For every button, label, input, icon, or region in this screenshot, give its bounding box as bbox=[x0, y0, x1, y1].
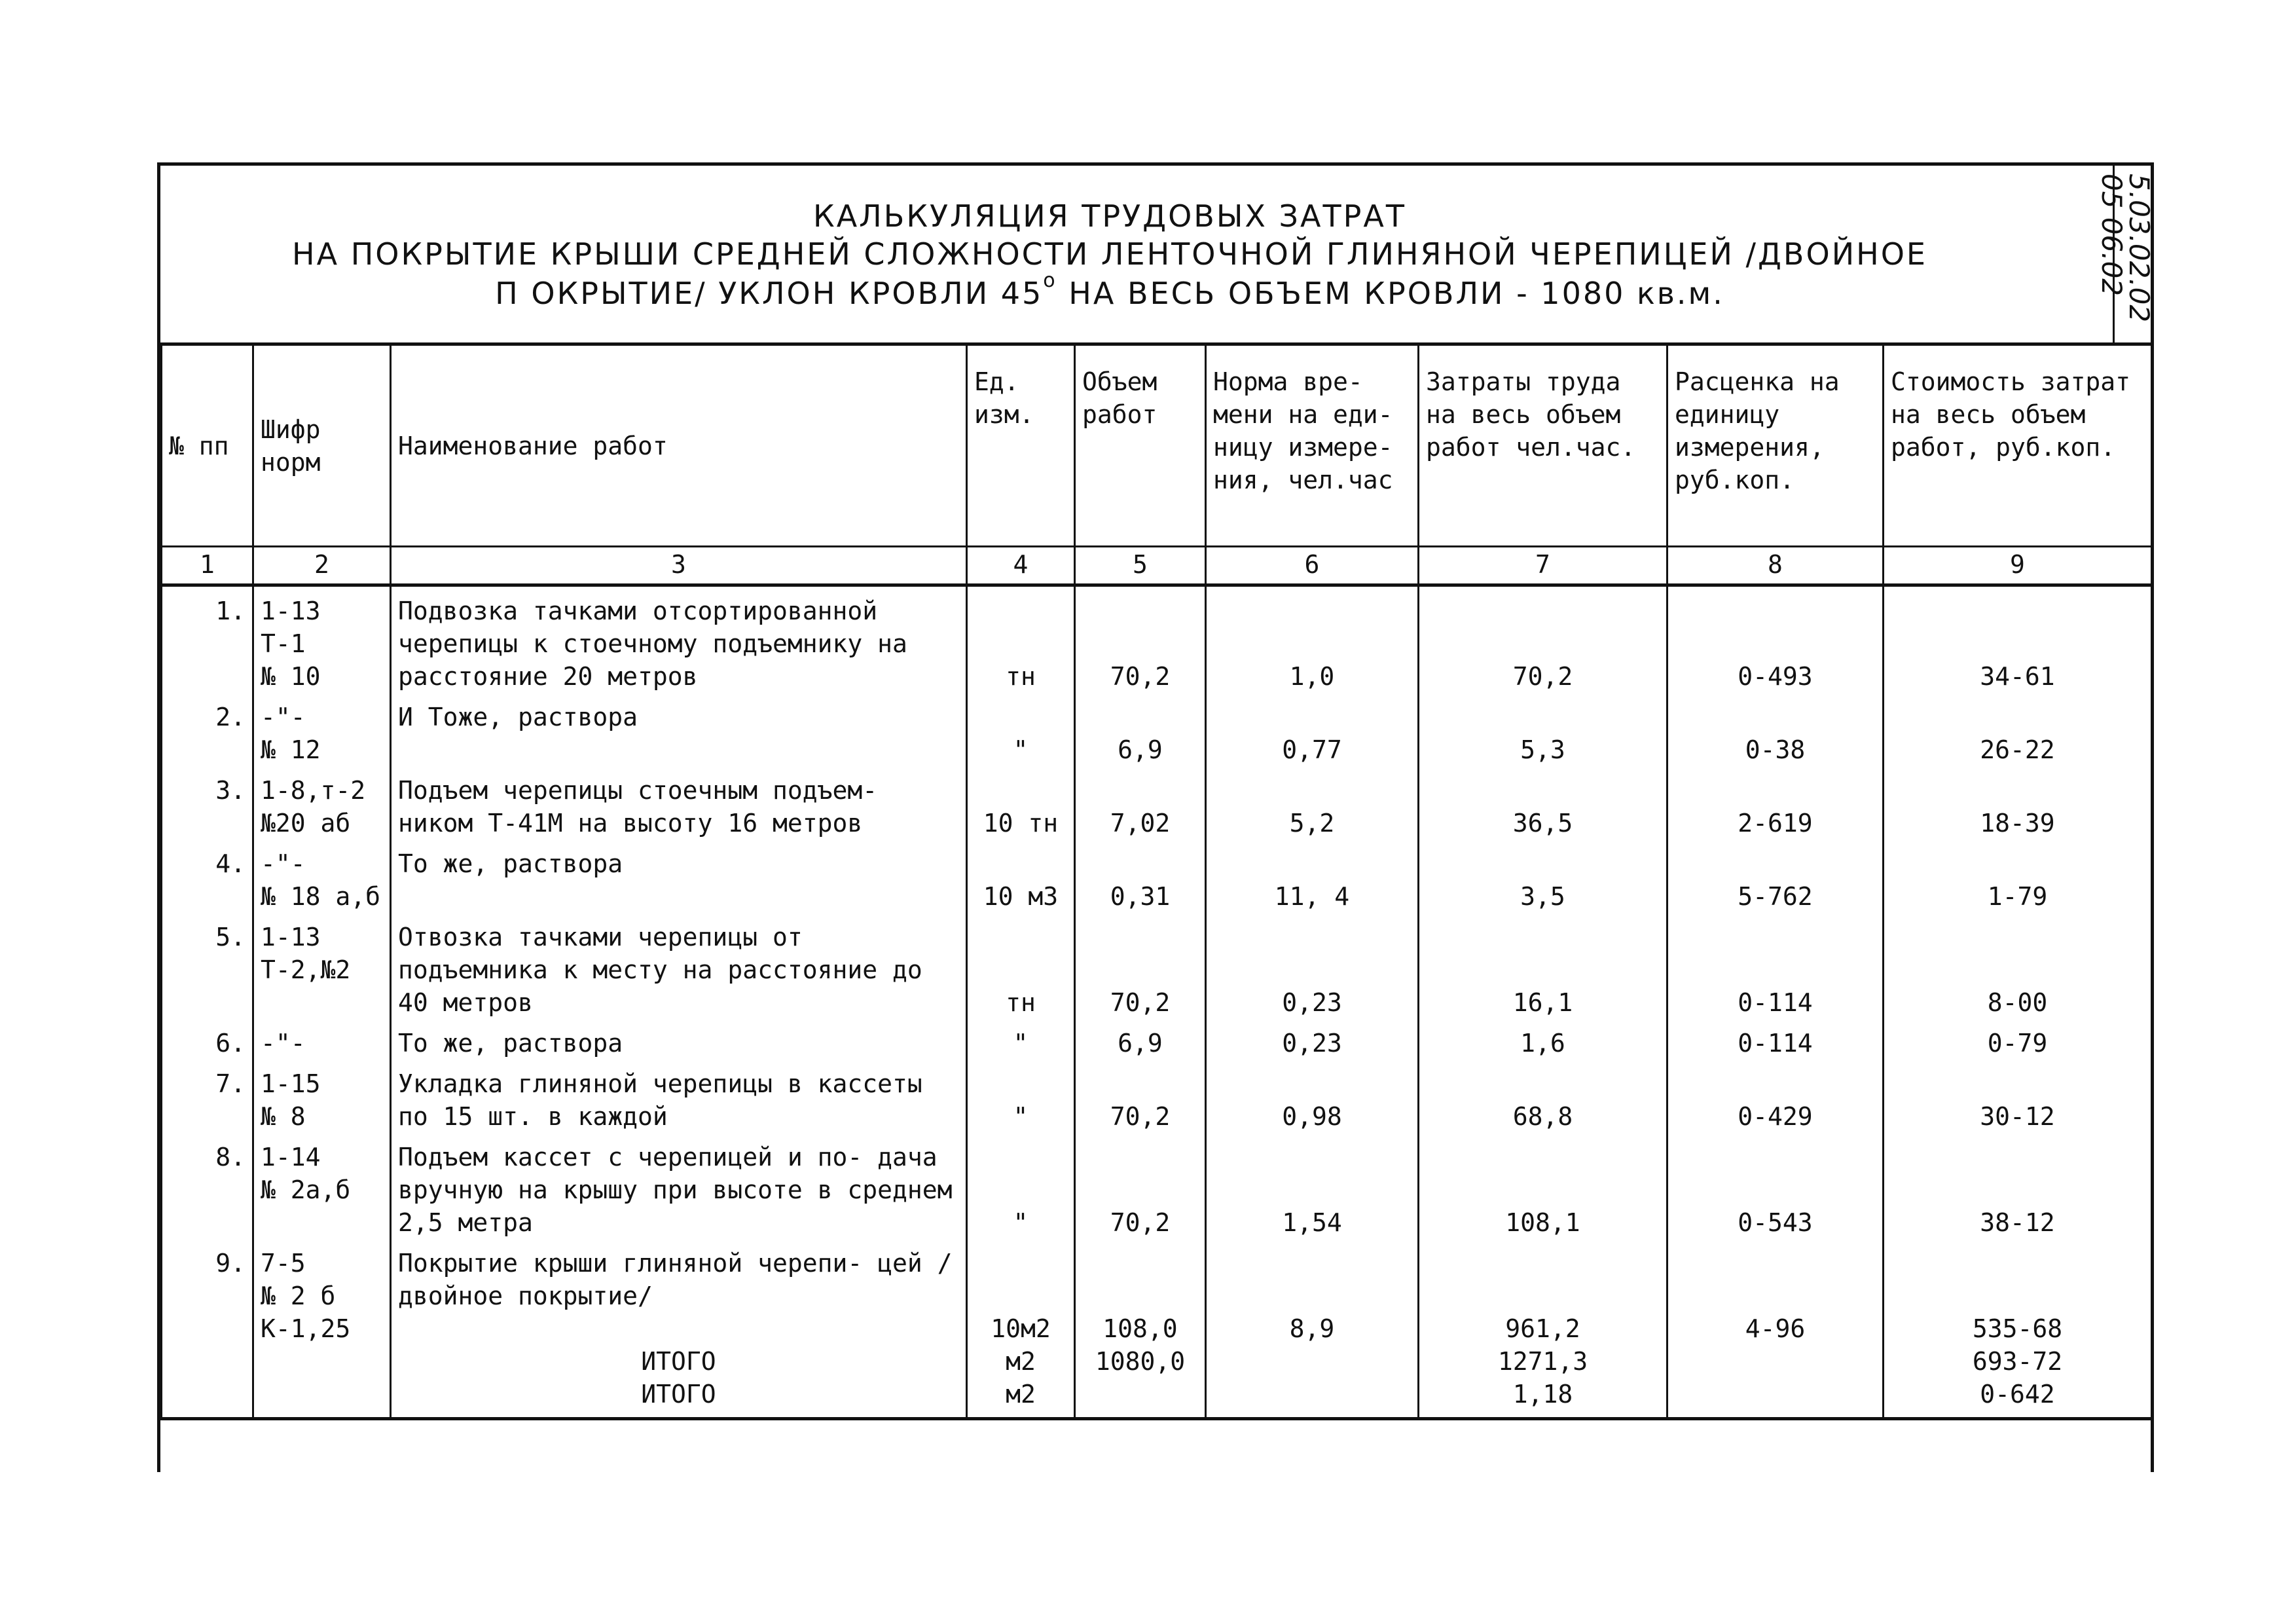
table-row bbox=[162, 1239, 2152, 1345]
cell-cost: 34-61 bbox=[1884, 585, 2152, 693]
cell-time-norm: 0,23 bbox=[1206, 913, 1419, 1019]
header-unit: Ед. изм. bbox=[967, 346, 1075, 547]
cell-time-norm: 5,2 bbox=[1206, 766, 1419, 840]
cell-empty bbox=[1667, 1345, 1884, 1378]
table-header-row bbox=[162, 346, 2152, 547]
cell-rate: 0-114 bbox=[1667, 913, 1884, 1019]
cell-row-number: 2. bbox=[162, 693, 253, 766]
column-number: 8 bbox=[1667, 547, 1884, 585]
cell-work-name: Подъем кассет с черепицей и по- дача вручную на крышу при высоте в среднем 2,5 метра bbox=[391, 1133, 967, 1239]
title-line-1: КАЛЬКУЛЯЦИЯ ТРУДОВЫХ ЗАТРАТ bbox=[813, 198, 1406, 234]
table-row bbox=[162, 693, 2152, 766]
header-time-norm: Норма вре- мени на еди- ницу измере- ния, чел.час bbox=[1206, 346, 1419, 547]
header-rate: Расценка на единицу измерения, руб.коп. bbox=[1667, 346, 1884, 547]
cell-time-norm: 1,0 bbox=[1206, 585, 1419, 693]
document-code-2: 05 06.02 bbox=[2096, 174, 2128, 297]
cell-work-name: Отвозка тачками черепицы от подъемника к месту на расстояние до 40 метров bbox=[391, 913, 967, 1019]
header-volume: Объем работ bbox=[1075, 346, 1206, 547]
labor-cost-table bbox=[160, 346, 2153, 1420]
cell-cost: 8-00 bbox=[1884, 913, 2152, 1019]
cell-rate: 0-114 bbox=[1667, 1019, 1884, 1060]
total-label: ИТОГО bbox=[391, 1345, 967, 1378]
cell-unit: тн bbox=[967, 585, 1075, 693]
cell-row-number: 4. bbox=[162, 840, 253, 913]
column-number: 9 bbox=[1884, 547, 2152, 585]
cell-labor-cost: 108,1 bbox=[1419, 1133, 1667, 1239]
column-number-row bbox=[162, 547, 2152, 585]
title-line-3-part-b: НА ВЕСЬ ОБЪЕМ КРОВЛИ - 1080 кв.м. bbox=[1057, 276, 1724, 311]
cell-work-name: Укладка глиняной черепицы в кассеты по 15 шт. в каждой bbox=[391, 1060, 967, 1133]
cell-volume: 0,31 bbox=[1075, 840, 1206, 913]
cell-volume: 70,2 bbox=[1075, 913, 1206, 1019]
cell-work-name: Подъем черепицы стоечным подъем- ником Т-41М на высоту 16 метров bbox=[391, 766, 967, 840]
cell-volume: 6,9 bbox=[1075, 1019, 1206, 1060]
column-number: 6 bbox=[1206, 547, 1419, 585]
header-labor-cost: Затраты труда на весь объем работ чел.час. bbox=[1419, 346, 1667, 547]
cell-labor-cost: 5,3 bbox=[1419, 693, 1667, 766]
cell-work-name: Покрытие крыши глиняной черепи- цей /двойное покрытие/ bbox=[391, 1239, 967, 1345]
column-number: 1 bbox=[162, 547, 253, 585]
title-line-3 bbox=[160, 269, 2059, 311]
cell-row-number: 5. bbox=[162, 913, 253, 1019]
cell-volume: 108,0 bbox=[1075, 1239, 1206, 1345]
cell-empty bbox=[162, 1378, 253, 1419]
total-label: ИТОГО bbox=[391, 1378, 967, 1419]
table-row bbox=[162, 585, 2152, 693]
cell-unit: " bbox=[967, 1060, 1075, 1133]
header-no: № пп bbox=[162, 346, 253, 547]
cell-norm-code: 7-5 № 2 б К-1,25 bbox=[253, 1239, 391, 1345]
calculation-sheet bbox=[157, 162, 2154, 1472]
document-code-box bbox=[2096, 166, 2155, 342]
cell-empty bbox=[1667, 1378, 1884, 1419]
header-code: Шифр норм bbox=[253, 346, 391, 547]
cell-norm-code: 1-14 № 2а,б bbox=[253, 1133, 391, 1239]
cell-row-number: 6. bbox=[162, 1019, 253, 1060]
cell-volume: 6,9 bbox=[1075, 693, 1206, 766]
cell-cost: 26-22 bbox=[1884, 693, 2152, 766]
cell-unit: тн bbox=[967, 913, 1075, 1019]
cell-norm-code: 1-13 Т-1 № 10 bbox=[253, 585, 391, 693]
cell-empty bbox=[162, 1345, 253, 1378]
table-row bbox=[162, 766, 2152, 840]
cell-labor-cost: 70,2 bbox=[1419, 585, 1667, 693]
title-block bbox=[160, 166, 2155, 346]
cell-unit: " bbox=[967, 693, 1075, 766]
header-work-name: Наименование работ bbox=[391, 346, 967, 547]
total-cost: 693-72 bbox=[1884, 1345, 2152, 1378]
cell-row-number: 3. bbox=[162, 766, 253, 840]
degree-sign: о bbox=[1043, 269, 1057, 292]
cell-labor-cost: 1,6 bbox=[1419, 1019, 1667, 1060]
table-row bbox=[162, 913, 2152, 1019]
cell-unit: 10 тн bbox=[967, 766, 1075, 840]
cell-empty bbox=[253, 1378, 391, 1419]
cell-time-norm: 0,23 bbox=[1206, 1019, 1419, 1060]
cell-time-norm: 8,9 bbox=[1206, 1239, 1419, 1345]
cell-row-number: 9. bbox=[162, 1239, 253, 1345]
column-number: 4 bbox=[967, 547, 1075, 585]
table-row bbox=[162, 840, 2152, 913]
cell-unit: 10 м3 bbox=[967, 840, 1075, 913]
cell-work-name: Подвозка тачками отсортированной черепицы к стоечному подъемнику на расстояние 20 метров bbox=[391, 585, 967, 693]
cell-row-number: 1. bbox=[162, 585, 253, 693]
cell-rate: 5-762 bbox=[1667, 840, 1884, 913]
total-labor: 1271,3 bbox=[1419, 1345, 1667, 1378]
cell-work-name: И Тоже, раствора bbox=[391, 693, 967, 766]
cell-row-number: 8. bbox=[162, 1133, 253, 1239]
cell-unit: " bbox=[967, 1133, 1075, 1239]
cell-rate: 0-429 bbox=[1667, 1060, 1884, 1133]
total-unit: м2 bbox=[967, 1345, 1075, 1378]
cell-unit: 10м2 bbox=[967, 1239, 1075, 1345]
cell-work-name: То же, раствора bbox=[391, 840, 967, 913]
cell-time-norm: 0,77 bbox=[1206, 693, 1419, 766]
cell-empty bbox=[1206, 1378, 1419, 1419]
cell-norm-code: -"- № 18 а,б bbox=[253, 840, 391, 913]
cell-cost: 0-79 bbox=[1884, 1019, 2152, 1060]
table-row bbox=[162, 1060, 2152, 1133]
cell-norm-code: 1-8,т-2 №20 аб bbox=[253, 766, 391, 840]
total-volume: 1080,0 bbox=[1075, 1345, 1206, 1378]
cell-norm-code: 1-13 Т-2,№2 bbox=[253, 913, 391, 1019]
cell-time-norm: 0,98 bbox=[1206, 1060, 1419, 1133]
document-code-1: 5.03.02.02 bbox=[2123, 174, 2155, 323]
title-line-3-part-a: П ОКРЫТИЕ/ УКЛОН КРОВЛИ 45 bbox=[495, 276, 1044, 311]
total-unit: м2 bbox=[967, 1378, 1075, 1419]
total-cost: 0-642 bbox=[1884, 1378, 2152, 1419]
cell-cost: 535-68 bbox=[1884, 1239, 2152, 1345]
cell-rate: 0-38 bbox=[1667, 693, 1884, 766]
column-number: 3 bbox=[391, 547, 967, 585]
cell-rate: 4-96 bbox=[1667, 1239, 1884, 1345]
column-number: 5 bbox=[1075, 547, 1206, 585]
total-labor: 1,18 bbox=[1419, 1378, 1667, 1419]
cell-labor-cost: 961,2 bbox=[1419, 1239, 1667, 1345]
cell-norm-code: -"- bbox=[253, 1019, 391, 1060]
cell-row-number: 7. bbox=[162, 1060, 253, 1133]
total-row bbox=[162, 1345, 2152, 1378]
table-row bbox=[162, 1133, 2152, 1239]
cell-volume: 7,02 bbox=[1075, 766, 1206, 840]
header-total-cost: Стоимость затрат на весь объем работ, руб.коп. bbox=[1884, 346, 2152, 547]
total-row bbox=[162, 1378, 2152, 1419]
cell-cost: 30-12 bbox=[1884, 1060, 2152, 1133]
cell-volume: 70,2 bbox=[1075, 1133, 1206, 1239]
cell-cost: 38-12 bbox=[1884, 1133, 2152, 1239]
cell-unit: " bbox=[967, 1019, 1075, 1060]
cell-empty bbox=[253, 1345, 391, 1378]
cell-rate: 0-493 bbox=[1667, 585, 1884, 693]
cell-labor-cost: 16,1 bbox=[1419, 913, 1667, 1019]
table-row bbox=[162, 1019, 2152, 1060]
cell-empty bbox=[1206, 1345, 1419, 1378]
cell-labor-cost: 3,5 bbox=[1419, 840, 1667, 913]
cell-labor-cost: 36,5 bbox=[1419, 766, 1667, 840]
cell-volume: 70,2 bbox=[1075, 1060, 1206, 1133]
cell-cost: 1-79 bbox=[1884, 840, 2152, 913]
column-number: 7 bbox=[1419, 547, 1667, 585]
cell-labor-cost: 68,8 bbox=[1419, 1060, 1667, 1133]
cell-volume: 70,2 bbox=[1075, 585, 1206, 693]
cell-norm-code: -"- № 12 bbox=[253, 693, 391, 766]
cell-time-norm: 11, 4 bbox=[1206, 840, 1419, 913]
title-line-2: НА ПОКРЫТИЕ КРЫШИ СРЕДНЕЙ СЛОЖНОСТИ ЛЕНТОЧНОЙ ГЛИНЯНОЙ ЧЕРЕПИЦЕЙ /ДВОЙНОЕ bbox=[292, 236, 1927, 272]
cell-work-name: То же, раствора bbox=[391, 1019, 967, 1060]
cell-norm-code: 1-15 № 8 bbox=[253, 1060, 391, 1133]
cell-rate: 0-543 bbox=[1667, 1133, 1884, 1239]
column-number: 2 bbox=[253, 547, 391, 585]
cell-time-norm: 1,54 bbox=[1206, 1133, 1419, 1239]
cell-rate: 2-619 bbox=[1667, 766, 1884, 840]
cell-cost: 18-39 bbox=[1884, 766, 2152, 840]
total-volume bbox=[1075, 1378, 1206, 1419]
